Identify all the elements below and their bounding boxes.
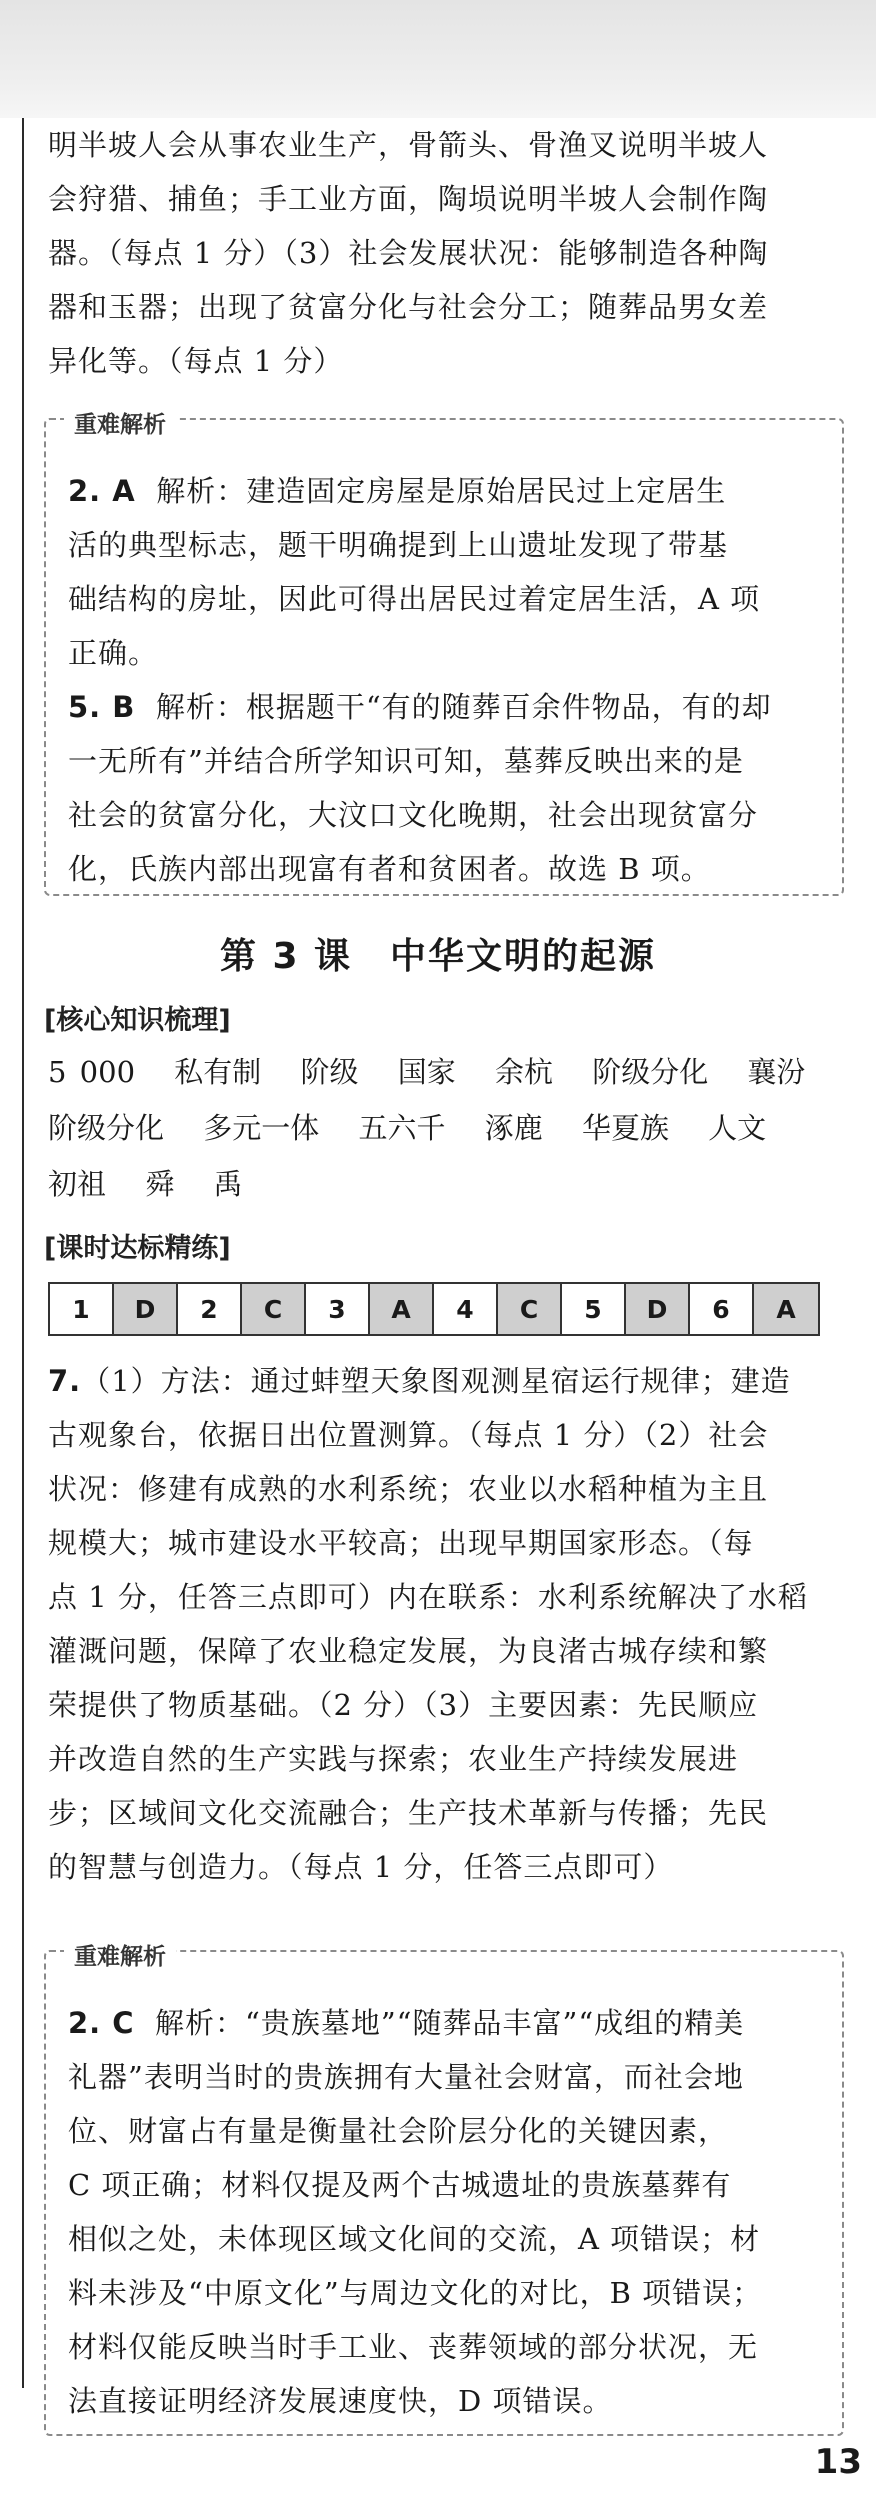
terms-row [48,1156,831,1212]
text-line: 状况：修建有成熟的水利系统；农业以水稻种植为主且 [48,1472,769,1506]
answer-qnum: 1 [50,1284,114,1334]
question-number: 2. A [68,474,136,508]
term: 5 000 [48,1055,136,1089]
answer-qnum: 6 [690,1284,754,1334]
term: 舜 [145,1167,175,1201]
text-line: 点 1 分，任答三点即可）内在联系：水利系统解决了水稻 [48,1580,808,1614]
text-line: 步；区域间文化交流融合；生产技术革新与传播；先民 [48,1796,769,1830]
text-line: （1）方法：通过蚌塑天象图观测星宿运行规律；建造 [81,1364,791,1398]
answer-choice: D [114,1284,178,1334]
answer-choice: D [626,1284,690,1334]
answer-qnum: 2 [178,1284,242,1334]
answer-qnum: 3 [306,1284,370,1334]
analysis-line: 料未涉及“中原文化”与周边文化的对比，B 项错误； [68,2276,763,2310]
section-heading-practice: [课时达标精练] [44,1233,231,1264]
answer-qnum: 5 [562,1284,626,1334]
text-line: 会狩猎、捕鱼；手工业方面，陶埙说明半坡人会制作陶 [48,182,769,216]
section-heading-knowledge: [核心知识梳理] [44,1005,231,1036]
analysis-box [44,412,844,896]
analysis-line: 活的典型标志，题干明确提到上山遗址发现了带基 [68,528,729,562]
term: 国家 [397,1055,456,1089]
text-line: 并改造自然的生产实践与探索；农业生产持续发展进 [48,1742,739,1776]
answer-choice: A [370,1284,434,1334]
term: 私有制 [174,1055,262,1089]
text-line: 荣提供了物质基础。（2 分）（3）主要因素：先民顺应 [48,1688,759,1722]
term: 涿鹿 [484,1111,543,1145]
analysis-line: C 项正确；材料仅提及两个古城遗址的贵族墓葬有 [68,2168,732,2202]
text-line: 异化等。（每点 1 分） [48,344,344,378]
term: 多元一体 [203,1111,320,1145]
analysis-line: 解析：“贵族墓地”“随葬品丰富”“成组的精美 [155,2006,745,2040]
term: 华夏族 [581,1111,669,1145]
answer-choice: C [242,1284,306,1334]
lesson-title: 第 3 课 中华文明的起源 [219,936,657,977]
term: 阶级分化 [592,1055,709,1089]
term: 阶级 [300,1055,359,1089]
analysis-tag: 重难解析 [64,1938,176,1971]
knowledge-terms [48,1044,831,1212]
page-top-margin [0,0,876,118]
analysis-line: 解析：建造固定房屋是原始居民过上定居生 [156,474,727,508]
answer-choice: C [498,1284,562,1334]
text-line: 明半坡人会从事农业生产，骨箭头、骨渔叉说明半坡人 [48,128,769,162]
text-line: 古观象台，依据日出位置测算。（每点 1 分）（2）社会 [48,1418,769,1452]
answer-key-strip [48,1282,820,1336]
text-line: 灌溉问题，保障了农业稳定发展，为良渚古城存续和繁 [48,1634,769,1668]
answer-choice: A [754,1284,818,1334]
analysis-line: 相似之处，未体现区域文化间的交流，A 项错误；材 [68,2222,761,2256]
term: 禹 [213,1167,243,1201]
text-line: 规模大；城市建设水平较高；出现早期国家形态。（每 [48,1526,754,1560]
text-line: 器和玉器；出现了贫富分化与社会分工；随葬品男女差 [48,290,769,324]
term: 阶级分化 [48,1111,165,1145]
analysis-line: 础结构的房址，因此可得出居民过着定居生活，A 项 [68,582,761,616]
answer-qnum: 4 [434,1284,498,1334]
analysis-line: 法直接证明经济发展速度快，D 项错误。 [68,2384,613,2418]
question-number: 2. C [68,2006,135,2040]
analysis-line: 社会的贫富分化，大汶口文化晚期，社会出现贫富分 [68,798,759,832]
term: 襄汾 [747,1055,806,1089]
text-line: 的智慧与创造力。（每点 1 分，任答三点即可） [48,1850,674,1884]
term: 五六千 [358,1111,446,1145]
terms-row [48,1044,831,1100]
term: 人文 [708,1111,767,1145]
analysis-line: 解析：根据题干“有的随葬百余件物品，有的却 [155,690,772,724]
analysis-line: 位、财富占有量是衡量社会阶层分化的关键因素， [68,2114,729,2148]
analysis-line: 一无所有”并结合所学知识可知，墓葬反映出来的是 [68,744,744,778]
analysis-line: 化，氏族内部出现富有者和贫困者。故选 B 项。 [68,852,711,886]
analysis-tag: 重难解析 [64,406,176,439]
question-number: 7. [48,1364,82,1398]
page-number: 13 [814,2442,862,2482]
analysis-line: 礼器”表明当时的贵族拥有大量社会财富，而社会地 [68,2060,744,2094]
analysis-line: 材料仅能反映当时手工业、丧葬领域的部分状况，无 [68,2330,759,2364]
text-line: 器。（每点 1 分）（3）社会发展状况：能够制造各种陶 [48,236,769,270]
analysis-line: 正确。 [68,636,159,670]
column-rule [22,118,24,2388]
question-7-answer [48,1354,838,1894]
term: 余杭 [494,1055,553,1089]
answer-continuation [48,118,838,388]
question-number: 5. B [68,690,136,724]
terms-row [48,1100,831,1156]
term: 初祖 [48,1167,107,1201]
analysis-box [44,1944,844,2436]
